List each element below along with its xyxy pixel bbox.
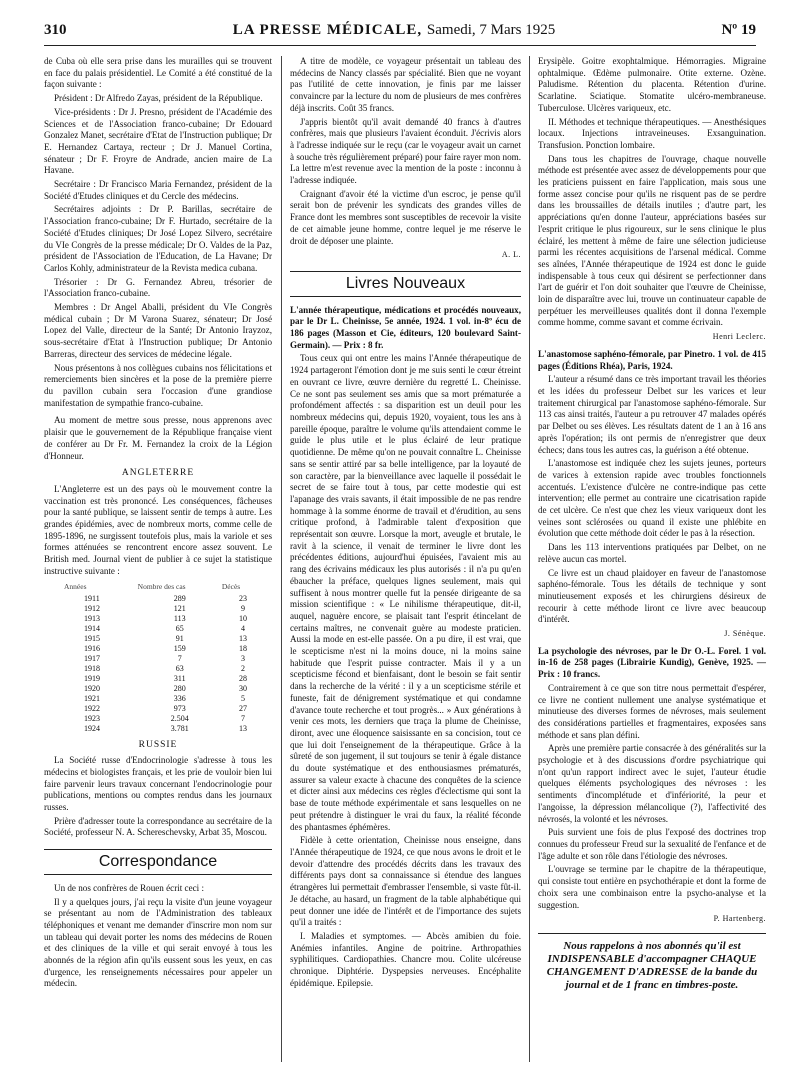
paragraph: Président : Dr Alfredo Zayas, président de la République. [54,93,263,104]
table-cell: 1915 [84,633,100,643]
table-cell: 65 [175,623,184,633]
paragraph: Il y a quelques jours, j'ai reçu la visite d'un jeune voyageur se présentant au nom de l'Administration des tableaux téléphoniques et venant me demander d'inscrire mon nom sur un tableau qui devait porter les noms des médecins de Rouen et des cliniques de la ville et qui serait envoyé à tous les abonnés de la région afin qu'ils eussent sous les yeux, en cas d'urgence, les renseignements nécessaires pour appeler un médecin. [44,896,272,989]
column-3 [538,56,766,992]
paragraph: Erysipèle. Goitre exophtalmique. Hémorragies. Migraine ophtalmique. Œdème pulmonaire. Otite externe. Ozène. Paludisme. Rétention du placenta. Rétention d'urine. Scarlatine. Sciatique. Stomatite ulcéro-membraneuse. Tuberculose. Ulcères variqueux, etc. [538,56,766,113]
paragraph: II. Méthodes et technique thérapeutiques. — Anesthésiques locaux. Injections intraveineuses. Exsanguination. Transfusion. Ponction lombaire. [538,116,766,150]
table-row [64,624,264,634]
paragraph: Craignant d'avoir été la victime d'un escroc, je pense qu'il serait bon de prévenir les syndicats des grandes villes de France dont les membres sont susceptibles de recevoir la visite de cet aimable jeune homme, contre lequel je me réserve le droit de déposer une plainte. [290,188,521,246]
table-cell: 973 [173,703,186,713]
table-cell: 121 [173,603,186,613]
column-rule-2 [529,56,530,1062]
paragraph: J'appris bientôt qu'il avait demandé 40 francs à d'autres confrères, mais que plusieurs l'avaient éconduit. J'écrivis alors à l'adresse indiquée sur le reçu (car le voyageur avait un carnet à souche très régulièrement préparé) pour faire rayer mon nom. La lettre m'est revenue avec la mention de la poste : inconnu à l'adresse indiquée. [290,116,521,186]
table-row [64,634,264,644]
table-cell: 13 [238,633,247,643]
table-cell: 113 [173,613,186,623]
table-cell: 336 [173,693,186,703]
subscriber-notice: Nous rappelons à nos abonnés qu'il est INDISPENSABLE d'accompagner CHAQUE CHANGEMENT D'ADRESSE de la bande du journal et de 1 franc en timbres-poste. [538,933,766,992]
table-cell: 1924 [84,723,100,733]
paragraph: Fidèle à cette orientation, Cheinisse nous enseigne, dans l'Année thérapeutique de 1924, ce que nous avons le droit et le devoir d'attendre des procédés décrits dans les travaux des différents pays dont sa connaissance si étendue des langues étrangères lui permettait d'embrasser l'ensemble, si vaste fût-il. Je détache, au hasard, un fragment de la table alphabétique qui peut donner une idée de l'intérêt et de l'importance des sujets qu'il a traités : [290,835,521,928]
table-cell: 27 [238,703,247,713]
paragraph: Prière d'adresser toute la correspondance au secrétaire de la Société, professeur N. A. Schereschevsky, Arbat 35, Moscou. [44,815,272,838]
paragraph: L'ouvrage se termine par le chapitre de la thérapeutique, qui consiste tout entière en psychothérapie et dont la forme de choix sera une combinaison entre la psycho-analyse et la suggestion. [538,864,766,910]
smallpox-statistics-table [64,582,264,734]
paragraph: Tous ceux qui ont entre les mains l'Année thérapeutique de 1924 partageront l'émotion dont je me suis senti le cœur étreint en ouvrant ce livre, œuvre dernière du regretté L. Cheinisse. Ce ne sont pas seulement ses amis que sa mort prématurée a profondément affectés : sa disparition est un deuil pour les nombreux médecins qui, depuis 1920, voyaient, tous les ans à pareille époque, paraître le volume qu'ils attendaient comme le guide le plus utile et le plus éclairé de leur pratique quotidienne. De même qu'on ne pouvait connaître L. Cheinisse sans se sentir attiré par sa belle intelligence, par la loyauté de son caractère, par la bienveillance avec laquelle il possédait le secret de se faire tout à tous, par cette modestie qui est l'apanage des vrais savants, il était impossible de ne pas rendre hommage à la somme énorme de travail et d'érudition, au sens critique profond, à l'admirable talent d'exposition que représentait son œuvre. Lorsque la mort, aveugle et brutale, le ravit à la science, il venait de terminer le livre dont les précédentes éditions, aujourd'hui épuisées, l'avaient mis au rang des écrivains médicaux les plus autorisés : il n'a pu qu'en ébaucher la préface, quelques lignes seulement, mais qui suffisent à nous montrer quelle fut la pensée dirigeante de sa mission scientifique : « Le nihilisme thérapeutique, dit-il, auquel, naguère encore, se plaisait tant l'esprit étincelant de certains maîtres, ne convenait guère au modeste praticien. Aussi la mode en est-elle passée. On a pu dire, il est vrai, que le scepticisme n'est ni la moins douce, ni la moins saine habitude que l'esprit puisse contracter. Mais il y a un scepticisme fécond et bienfaisant, dont le besoin se fait sentir dans la recherche de la vérité : il y a un scepticisme stérile et funeste, fait de dénigrement systématique et qui condamne d'avance toute recherche et tout progrès... » Aux générations à venir ces mots, les derniers que traça la plume de Cheinisse, diront, avec une éloquence saisissante en sa concision, tout ce que lui doit l'enseignement de la thérapeutique. Grâce à la sûreté de son jugement, il sut toujours se tenir à égale distance du doute systématique et des enthousiasmes prématurés, assurer sa valeur exacte à chacune des conquêtes de la science et dicter ainsi aux médecins ces règles d'éclectisme qui sont la base de toute méthode expérimentale et sans lesquelles on ne peut prétendre à distinguer le vrai du faux, la réalité féconde des phantasmes éphémères. [290,353,521,832]
column-1 [44,56,272,992]
table-row [64,604,264,614]
section-heading-correspondance: Correspondance [44,849,272,875]
table-cell: 1923 [84,713,100,723]
journal-name: LA PRESSE MÉDICALE, [232,22,423,38]
column-2 [290,56,521,991]
paragraph: La Société russe d'Endocrinologie s'adresse à tous les médecins et biologistes français, et les prie de vouloir bien lui faire parvenir leurs travaux concernant l'endocrinologie pour publications, mentions ou comptes rendus dans les journaux russes. [44,755,272,813]
table-cell: 5 [240,693,245,703]
table-cell: 311 [173,673,186,683]
paragraph: Contrairement à ce que son titre nous permettait d'espérer, ce livre ne contient nullement une analyse systématique et minutieuse des diverses formes de névroses, mais seulement des considérations partielles et fragmentaires, exposées sans méthode et sans plan défini. [538,682,766,740]
journal-title [233,22,556,39]
paragraph: Après une première partie consacrée à des généralités sur la psychologie et à des discussions d'ordre psychiatrique qui n'ont qu'un rapport indirect avec le sujet, l'auteur étudie quelques éléments psychologiques des névroses : les sentiments d'incomplétude et d'infériorité, la peur et l'angoisse, la dépression mélancolique (?), l'affectivité des névrosés, la volonté et les névroses. [538,743,766,824]
table-cell: 1918 [84,663,100,673]
paragraph: Un de nos confrères de Rouen écrit ceci : [54,882,204,893]
paragraph: Dans les 113 interventions pratiquées par Delbet, on ne relève aucun cas mortel. [538,542,766,564]
table-row [64,614,264,624]
table-cell: 2 [240,663,245,673]
signature: J. Sénèque. [724,629,766,639]
table-row [64,674,264,684]
column-rule-1 [281,56,282,1062]
column-header: Nombre des cas [137,581,186,591]
table-cell: 7 [240,713,245,723]
table-cell: 159 [173,643,186,653]
table-cell: 91 [175,633,184,643]
paragraph: Secrétaire : Dr Francisco Maria Fernandez, président de la Société d'Etudes cliniques et du Cercle des médecins. [44,179,272,201]
paragraph: L'Angleterre est un des pays où le mouvement contre la vaccination est très prononcé. Les conséquences, fâcheuses pour la santé publique, se laissent sentir de temps à autre. Les grandes épidémies, avec de nombreux morts, comme celle de 1895-1896, ne surgissent toutefois plus, mais la variole et ses formes atténuées se rencontrent encore assez souvent. Le British med. Journal vient de publier à ce sujet la statistique instructive suivante : [44,483,272,576]
paragraph: I. Maladies et symptomes. — Abcès amibien du foie. Anémies infantiles. Angine de poitrine. Arthropathies syphilitiques. Cardiopathies. Chancre mou. Colite ulcéreuse chronique. Diphtérie. Dyspepsies nerveuses. Encéphalite épidémique. Epilepsie. [290,930,521,988]
issue-date: Samedi, 7 Mars 1925 [426,22,556,38]
section-heading-russie: RUSSIE [138,739,178,750]
table-row [64,654,264,664]
table-cell: 289 [173,593,186,603]
table-cell: 7 [177,653,182,663]
section-heading-angleterre: ANGLETERRE [121,468,195,479]
table-cell: 2.504 [170,713,189,723]
table-row [64,694,264,704]
paragraph: Trésorier : Dr G. Fernandez Abreu, trésorier de l'Association franco-cubaine. [44,276,272,299]
paragraph: Membres : Dr Angel Aballi, président du VIe Congrès médical cubain ; Dr M Varona Suarez, sénateur; Dr José Lopez del Valle, directeur de la Santé; Dr Antonio Irayzoz, sous-secrétaire d'Etat à l'Instruction publique; Dr Antonio Barreras, directeur des services de médecine légale. [44,302,272,359]
table-cell: 30 [238,683,247,693]
book-review-title: L'année thérapeutique, médications et procédés nouveaux, par le Dr L. Cheinisse, 5e année, 1924. 1 vol. in-8º écu de 186 pages (Masson et Cie, éditeurs, 120 boulevard Saint-Germain). — Prix : 8 fr. [290,304,521,350]
table-cell: 10 [238,613,247,623]
paragraph: de Cuba où elle sera prise dans les murailles qui se trouvent en face du palais présidentiel. Le Comité a été constitué de la façon suivante : [44,56,272,90]
table-cell: 1914 [84,623,100,633]
paragraph: A titre de modèle, ce voyageur présentait un tableau des médecins de Nancy classés par spécialité. Bien que ne voyant pas l'utilité de cette innovation, je finis par me laisser convaincre par la lecture du nom de plusieurs de mes confrères déjà inscrits. Coût 35 francs. [290,56,521,113]
paragraph: Dans tous les chapitres de l'ouvrage, chaque nouvelle méthode est présentée avec assez de développements pour que les praticiens puissent en faire l'application, mais sous une forme assez concise pour qu'ils ne risquent pas de se perdre dans les broussailles de détails inutiles ; d'autre part, les appréciations qu'en donne l'auteur, appréciations basées sur l'esprit critique le plus rigoureux, sur le sens clinique le plus éclairé, les mettent à même de faire une sélection judicieuse parmi les récentes acquisitions de l'arsenal médical. Comme ses aînées, l'Année thérapeutique de 1924 est donc le guide indispensable à tous ceux qui désirent se perfectionner dans l'art de guérir et l'on doit souhaiter que l'œuvre de Cheinisse, loin de disparaître avec lui, trouve un continuateur capable de perpétuer les merveilleuses qualités dont il donna l'exemple comme homme, comme savant et comme écrivain. [538,153,766,328]
masthead [44,22,756,46]
paragraph: Puis survient une fois de plus l'exposé des doctrines trop connues du professeur Freud sur la sexualité de l'enfance et de l'âge adulte et son rôle dans l'étiologie des névroses. [538,827,766,861]
paragraph: Au moment de mettre sous presse, nous apprenons avec plaisir que le gouvernement de la République française vient de conférer au Dr Fr. M. Fernandez la croix de la Légion d'Honneur. [44,415,272,461]
table-row [64,644,264,654]
signature: Henri Leclerc. [712,332,766,342]
paragraph: Ce livre est un chaud plaidoyer en faveur de l'anastomose saphéno-fémorale. Tous les détails de technique y sont minutieusement exposés et les chirurgiens désireux de recourir à cette méthode liront ce livre avec beaucoup d'intérêt. [538,567,766,625]
table-cell: 28 [238,673,247,683]
paragraph: Secrétaires adjoints : Dr P. Barillas, secrétaire de l'Association franco-cubaine; Dr F. Hurtado, secrétaire de la Société d'Etudes cliniques; Dr José Lopez Silvero, secrétaire du VIe Congrès de la presse médicale; Dr O. Valdes de la Paz, président de l'Association de l'Education, de La Havane; Dr Carlos Kohly, administrateur de la Revista medica cubana. [44,204,272,273]
table-cell: 4 [240,623,245,633]
signature: P. Hartenberg. [713,914,766,924]
table-cell: 1912 [84,603,100,613]
table-header-row [64,582,264,594]
table-cell: 3 [240,653,245,663]
paragraph: Vice-présidents : Dr J. Presno, président de l'Académie des Sciences et de l'Association franco-cubaine; Dr Edouard Gonzalez Manet, secrétaire d'Etat de l'Instruction publique; Dr E. Hernandez Cartaya, recteur ; Dr J. Manuel Cortina, sénateur ; Dr F. Froyre de Andrade, ancien maire de La Havane. [44,106,272,176]
table-cell: 9 [240,603,245,613]
table-cell: 1916 [84,643,100,653]
paragraph: Nous présentons à nos collègues cubains nos félicitations et remerciements bien sincères et la pose de la première pierre du pavillon cubain sera l'occasion d'une grandiose manifestation de sympathie franco-cubaine. [44,362,272,408]
book-review-title: La psychologie des névroses, par le Dr O.-L. Forel. 1 vol. in-16 de 258 pages (Librairie Kundig), Genève, 1925. — Prix : 10 francs. [538,645,766,680]
table-cell: 63 [175,663,184,673]
table-cell: 1922 [84,703,100,713]
table-cell: 1917 [84,653,100,663]
column-header: Années [64,581,87,591]
paragraph: L'auteur a résumé dans ce très important travail les théories et les idées du professeur Delbet sur les varices et leur traitement chirurgical par l'anastomose saphéno-fémorale. Sur 113 cas ainsi traités, l'auteur a pu retrouver 47 malades opérés par Delbet ou ses élèves. Les résultats datent de 1 an à 16 ans après l'opération; ils ont permis de n'enregistrer que deux échecs; dans tous les autres cas, la guérison a été obtenue. [538,374,766,455]
page-number: 310 [44,22,67,38]
table-cell: 280 [173,683,186,693]
table-cell: 1911 [84,593,100,603]
table-row [64,684,264,694]
table-row [64,724,264,734]
table-row [64,714,264,724]
table-cell: 1920 [84,683,100,693]
table-cell: 1921 [84,693,100,703]
signature: A. L. [501,250,521,260]
table-row [64,664,264,674]
table-cell: 23 [238,593,247,603]
table-row [64,704,264,714]
section-heading-livres-nouveaux: Livres Nouveaux [290,271,521,297]
paragraph: L'anastomose est indiquée chez les sujets jeunes, porteurs de varices à extension rapide avec troubles fonctionnels accentués. L'existence d'ulcère ne contre-indique pas cette intervention; elle permet au contraire une cicatrisation rapide de cet ulcère. Ce n'est que chez les vieux variqueux dont les veines sont sclérosées ou quand il existe une phlébite en évolution que cette méthode doit céder le pas à la résection. [538,458,766,539]
column-header: Décès [221,581,241,591]
table-cell: 1919 [84,673,100,683]
table-cell: 18 [238,643,247,653]
table-cell: 13 [238,723,247,733]
table-cell: 3.781 [170,723,189,733]
book-review-title: L'anastomose saphéno-fémorale, par Pinetro. 1 vol. de 415 pages (Éditions Rhéa), Paris, 1924. [538,348,766,371]
issue-number: Nº 19 [721,22,756,38]
table-cell: 1913 [84,613,100,623]
table-row [64,594,264,604]
